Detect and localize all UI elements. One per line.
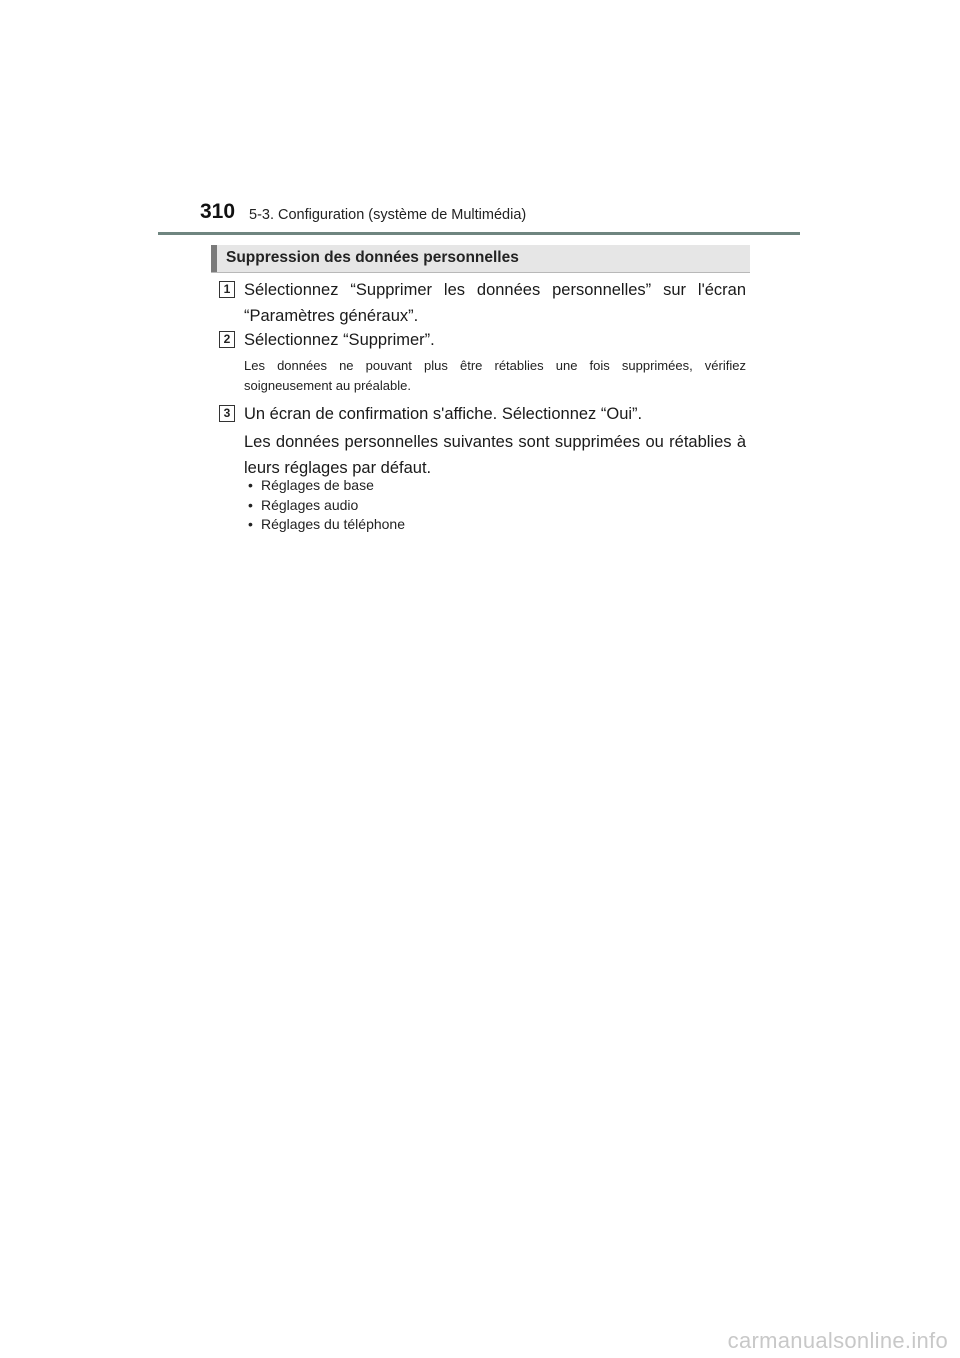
page-number: 310 <box>200 200 236 223</box>
step-text-3: Un écran de confirmation s'affiche. Sélectionnez “Oui”. <box>244 405 643 423</box>
caution-note: Les données ne pouvant plus être rétablies une fois supprimées, vérifiez soigneusement au préalable. <box>244 358 746 393</box>
header-rule <box>158 232 800 235</box>
reset-items-list <box>248 476 405 535</box>
step-number-2: 2 <box>219 331 235 348</box>
step-text-1: Sélectionnez “Supprimer les données personnelles” sur l'écran “Paramètres généraux”. <box>244 281 746 325</box>
running-header: 5-3. Configuration (système de Multimédia) <box>249 207 527 223</box>
list-item: • Réglages du téléphone <box>248 515 405 535</box>
watermark: carmanualsonline.info <box>727 1328 948 1353</box>
list-item: • Réglages audio <box>248 496 405 516</box>
step-number-3: 3 <box>219 405 235 422</box>
section-accent-bar <box>211 245 217 272</box>
result-text: Les données personnelles suivantes sont supprimées ou rétablies à leurs réglages par défaut. <box>244 433 746 477</box>
list-item: • Réglages de base <box>248 476 405 496</box>
step-text-2: Sélectionnez “Supprimer”. <box>244 331 435 349</box>
section-title: Suppression des données personnelles <box>226 249 519 266</box>
step-number-1: 1 <box>219 281 235 298</box>
section-heading <box>211 245 750 273</box>
